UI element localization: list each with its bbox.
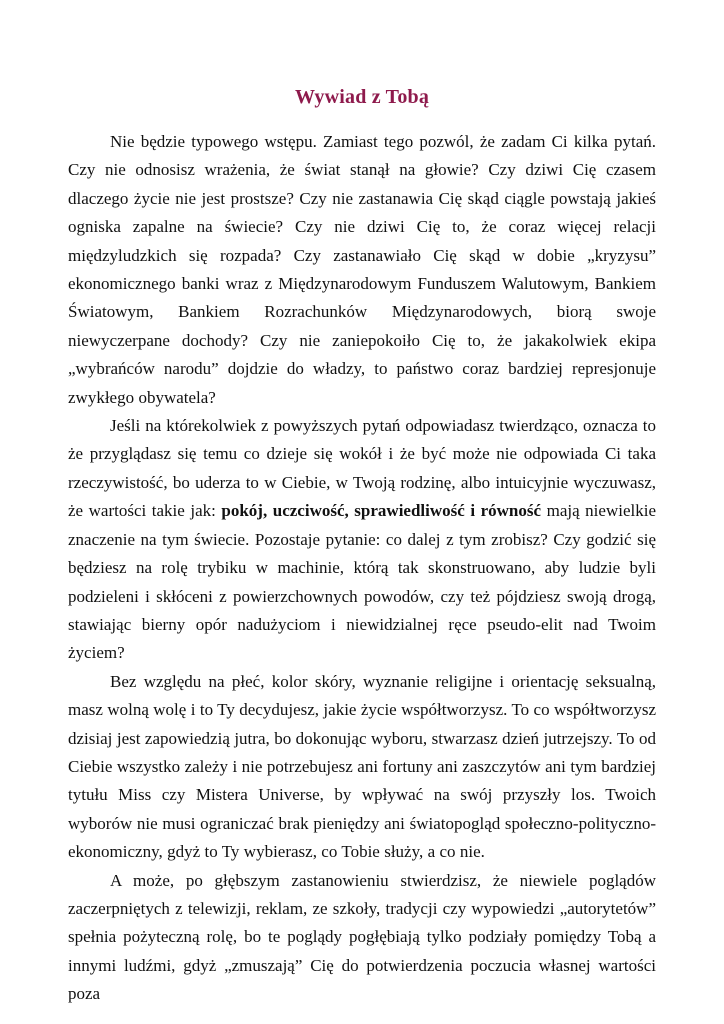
paragraph-2-text-after-bold: mają niewielkie znaczenie na tym świecie. Pozostaje pytanie: co dalej z tym zrobisz? Czy godzić się będziesz na rolę trybiku w machinie, którą tak skonstruowano, aby ludzie byli podzieleni i skłóceni z powierzchownych powodów, czy też pójdziesz swoją drogą, stawiając bierny opór nadużyciom i niewidzialnej ręce pseudo-elit nad Twoim życiem? xyxy=(68,501,656,663)
paragraph-2 xyxy=(68,412,656,668)
paragraph-1: Nie będzie typowego wstępu. Zamiast tego pozwól, że zadam Ci kilka pytań. Czy nie odnosisz wrażenia, że świat stanął na głowie? Czy dziwi Cię czasem dlaczego życie nie jest prostsze? Czy nie zastanawia Cię skąd ciągle powstają jakieś ogniska zapalne na świecie? Czy nie dziwi Cię to, że coraz więcej relacji międzyludzkich się rozpada? Czy zastanawiało Cię skąd w dobie „kryzysu” ekonomicznego banki wraz z Międzynarodowym Funduszem Walutowym, Bankiem Światowym, Bankiem Rozrachunków Międzynarodowych, biorą swoje niewyczerpane dochody? Czy nie zaniepokoiło Cię to, że jakakolwiek ekipa „wybrańców narodu” dojdzie do władzy, to państwo coraz bardziej represjonuje zwykłego obywatela? xyxy=(68,132,656,407)
document-body xyxy=(68,128,656,1009)
paragraph-2-emphasis: pokój, uczciwość, sprawiedliwość i równość xyxy=(221,501,542,521)
paragraph-2-text-before-bold: Jeśli na którekolwiek z powyższych pytań odpowiadasz twierdząco, oznacza to że przyglądasz się temu co dzieje się wokół i że być może nie odpowiada Ci taka rzeczywistość, bo uderza to w Ciebie, w Twoją rodzinę, albo intuicyjnie wyczuwasz, że wartości takie jak: xyxy=(68,416,656,521)
paragraph-4: A może, po głębszym zastanowieniu stwierdzisz, że niewiele poglądów zaczerpniętych z telewizji, reklam, ze szkoły, tradycji czy wypowiedzi „autorytetów” spełnia pożyteczną rolę, bo te poglądy pogłębiają tylko podziały pomiędzy Tobą a innymi ludźmi, gdyż „zmuszają” Cię do potwierdzenia poczucia własnej wartości poza xyxy=(68,870,656,1004)
paragraph-3: Bez względu na płeć, kolor skóry, wyznanie religijne i orientację seksualną, masz wolną wolę i to Ty decydujesz, jakie życie współtworzysz. To co współtworzysz dzisiaj jest zapowiedzią jutra, bo dokonując wyboru, stwarzasz dzień jutrzejszy. To od Ciebie wszystko zależy i nie potrzebujesz ani fortuny ani zaszczytów ani tym bardziej tytułu Miss czy Mistera Universe, by wpływać na swój przyszły los. Twoich wyborów nie musi ograniczać brak pieniędzy ani światopogląd społeczno-polityczno-ekonomiczny, gdyż to Ty wybierasz, co Tobie służy, a co nie. xyxy=(68,671,656,862)
page-title: Wywiad z Tobą xyxy=(294,86,430,109)
